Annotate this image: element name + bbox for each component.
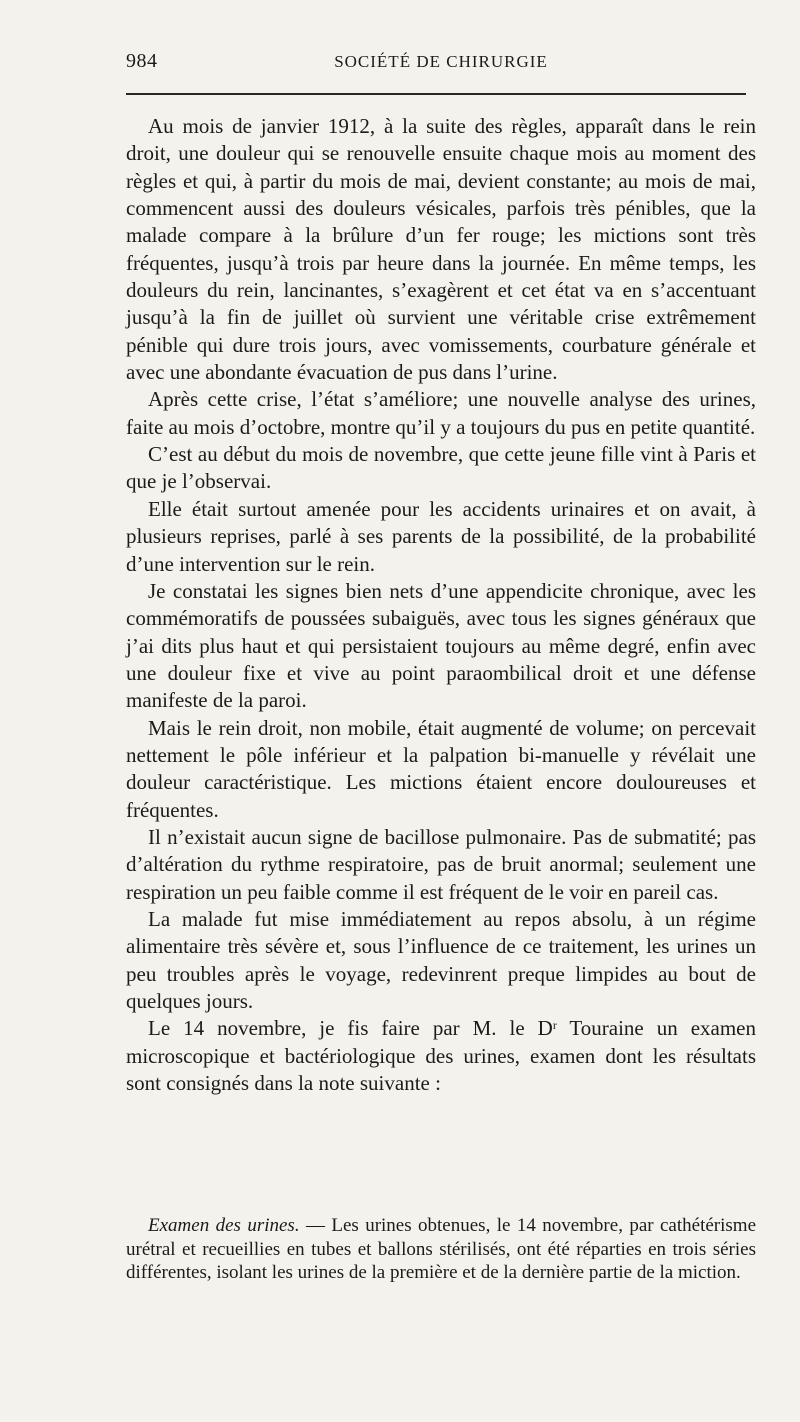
page-number: 984: [126, 50, 158, 72]
paragraph: Il n’existait aucun signe de bacillose pulmonaire. Pas de submatité; pas d’altération du rythme respiratoire, pas de bruit anormal; seulement une respiration un peu faible comme il est fréquent de le voir en pareil cas.: [126, 824, 756, 904]
header-rule: [126, 93, 746, 95]
paragraph: [126, 1015, 756, 1097]
paragraph: Je constatai les signes bien nets d’une appendicite chronique, avec les commémoratifs de poussées subaiguës, avec tous les signes généraux que j’ai dits plus haut et qui persistaient toujours au même degré, enfin avec une douleur fixe et vive au point paraombilical droit et une défense manifeste de la paroi.: [126, 578, 756, 713]
paragraph: Elle était surtout amenée pour les accidents urinaires et on avait, à plusieurs reprises, parlé à ses parents de la possibilité, de la probabilité d’une intervention sur le rein.: [126, 496, 756, 576]
paragraph-text: Touraine un examen microscopique et bactériologique des urines, examen dont les résultats sont consignés dans la note suivante :: [126, 1016, 757, 1096]
note-title: Examen des urines.: [148, 1215, 300, 1236]
superscript: r: [552, 1018, 557, 1033]
page-header: [126, 50, 756, 80]
note-text: — Les urines obtenues, le 14 novembre, par cathétérisme urétral et recueillies en tubes et ballons stérilisés, ont été réparties en trois séries différentes, isolant les urines de la première et de la dernière partie de la miction.: [126, 1215, 756, 1283]
paragraph: Au mois de janvier 1912, à la suite des règles, apparaît dans le rein droit, une douleur qui se renouvelle ensuite chaque mois au moment des règles et qui, à partir du mois de mai, devient constante; au mois de mai, commencent aussi des douleurs vésicales, parfois très pénibles, que la malade compare à la brûlure d’un fer rouge; les mictions sont très fréquentes, jusqu’à trois par heure dans la journée. En même temps, les douleurs du rein, lancinantes, s’exagèrent et cet état va en s’accentuant jusqu’à la fin de juillet où survient une véritable crise extrêmement pénible qui dure trois jours, avec vomissements, courbature générale et avec une abondante évacuation de pus dans l’urine.: [126, 114, 756, 385]
paragraph: Après cette crise, l’état s’améliore; une nouvelle analyse des urines, faite au mois d’octobre, montre qu’il y a toujours du pus en petite quantité.: [126, 387, 756, 439]
paragraph-text: Le 14 novembre, je fis faire par M. le D: [148, 1016, 553, 1041]
paragraph: C’est au début du mois de novembre, que cette jeune fille vint à Paris et que je l’observai.: [126, 442, 756, 494]
note-paragraph: [126, 1214, 756, 1285]
body-text: [126, 113, 756, 1097]
paragraph: Mais le rein droit, non mobile, était augmenté de volume; on percevait nettement le pôle inférieur et la palpation bi-manuelle y révélait une douleur caractéristique. Les mictions étaient encore douloureuses et fréquentes.: [126, 715, 756, 822]
paragraph: La malade fut mise immédiatement au repos absolu, à un régime alimentaire très sévère et, sous l’influence de ce traitement, les urines un peu troubles après le voyage, redevinrent preque limpides au bout de quelques jours.: [126, 906, 756, 1013]
note-block: [126, 1214, 756, 1285]
running-title: SOCIÉTÉ DE CHIRURGIE: [334, 52, 548, 71]
